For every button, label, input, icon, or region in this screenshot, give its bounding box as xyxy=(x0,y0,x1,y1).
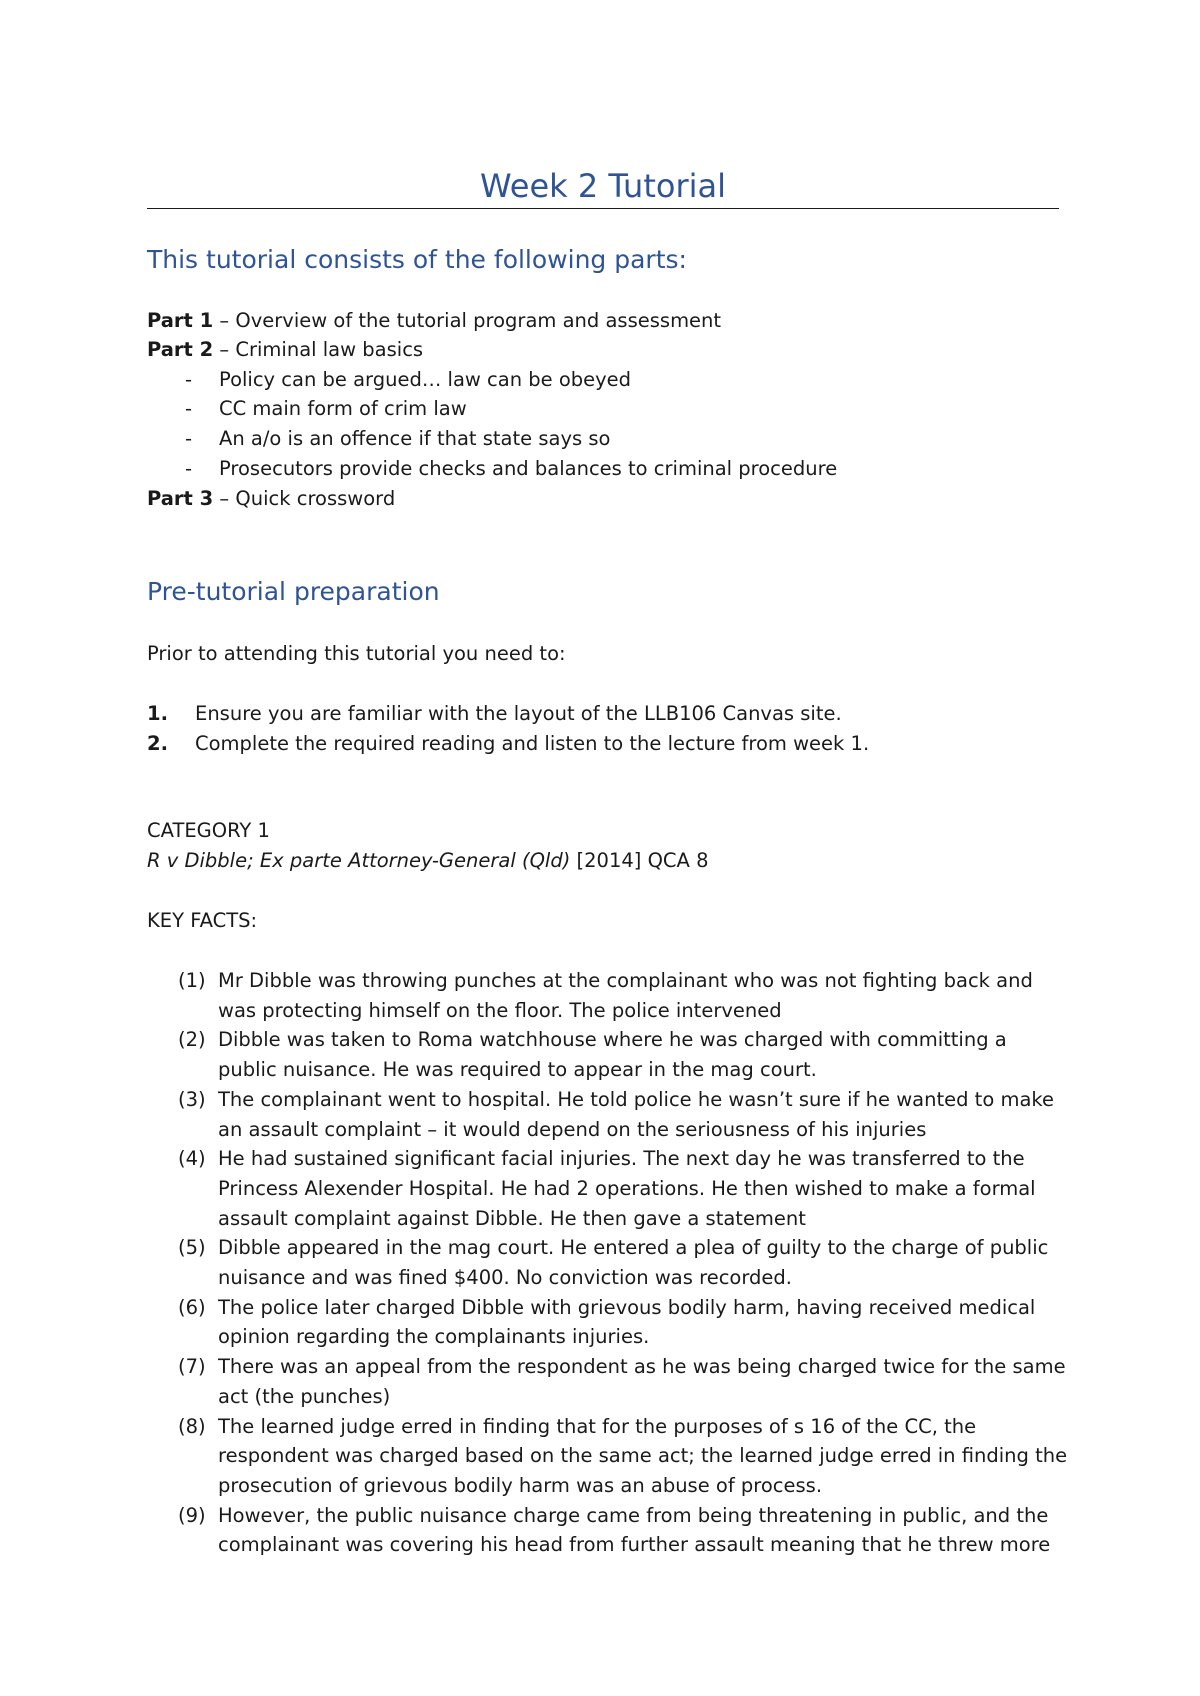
case-citation: [2014] QCA 8 xyxy=(570,849,709,872)
page-title: Week 2 Tutorial xyxy=(479,167,726,205)
preparation-intro: Prior to attending this tutorial you need to: xyxy=(147,642,566,665)
step-text: Complete the required reading and listen to the lecture from week 1. xyxy=(195,732,870,755)
bullet-text: CC main form of crim law xyxy=(219,397,467,420)
fact-text: The learned judge erred in finding that for the purposes of s 16 of the CC, the respondent was charged based on the same act; the learned judge erred in finding the prosecution of grievous bodily harm was an abuse of process. xyxy=(218,1414,1068,1497)
section-heading-parts: This tutorial consists of the following parts: xyxy=(147,245,687,274)
key-fact-item xyxy=(178,1233,1068,1292)
key-fact-item xyxy=(178,1293,1068,1352)
fact-number: (9) xyxy=(178,1503,206,1527)
fact-number: (6) xyxy=(178,1295,206,1319)
step-text: Ensure you are familiar with the layout of the LLB106 Canvas site. xyxy=(195,702,842,725)
key-fact-item xyxy=(178,1412,1068,1501)
fact-text: Dibble was taken to Roma watchhouse where he was charged with committing a public nuisance. He was required to appear in the mag court. xyxy=(218,1028,1007,1082)
fact-number: (3) xyxy=(178,1087,206,1111)
part-2-text: – Criminal law basics xyxy=(213,338,424,361)
part-1-text: – Overview of the tutorial program and assessment xyxy=(213,309,722,332)
part-3-text: – Quick crossword xyxy=(213,487,396,510)
key-fact-item xyxy=(178,1025,1068,1084)
fact-text: Mr Dibble was throwing punches at the complainant who was not fighting back and was protecting himself on the floor. The police intervened xyxy=(218,969,1033,1022)
fact-number: (7) xyxy=(178,1355,206,1379)
bullet-text: Prosecutors provide checks and balances to criminal procedure xyxy=(219,457,838,480)
bullet-marker: - xyxy=(185,368,193,391)
part-2-label: Part 2 xyxy=(147,338,214,361)
fact-text: He had sustained significant facial injuries. The next day he was transferred to the Princess Alexender Hospital. He had 2 operations. He then wished to make a formal assault complaint against Dibble. He then gave a statement xyxy=(218,1147,1036,1230)
fact-text: Dibble appeared in the mag court. He entered a plea of guilty to the charge of public nuisance and was fined $400. No conviction was recorded. xyxy=(218,1236,1049,1290)
key-fact-item xyxy=(178,966,1068,1025)
bullet-text: An a/o is an offence if that state says so xyxy=(219,427,611,450)
preparation-step xyxy=(147,729,869,759)
key-facts-label: KEY FACTS: xyxy=(147,909,258,932)
bullet-item xyxy=(185,454,837,484)
bullet-text: Policy can be argued… law can be obeyed xyxy=(219,368,632,391)
fact-text: However, the public nuisance charge came from being threatening in public, and the complainant was covering his head from further assault meaning that he threw more xyxy=(218,1503,1051,1557)
key-fact-item xyxy=(178,1085,1068,1144)
fact-text: There was an appeal from the respondent as he was being charged twice for the same act (the punches) xyxy=(218,1355,1066,1408)
part-1-line xyxy=(147,306,721,336)
fact-text: The complainant went to hospital. He told police he wasn’t sure if he wanted to make an assault complaint – it would depend on the seriousness of his injuries xyxy=(218,1087,1054,1141)
bullet-marker: - xyxy=(185,427,193,450)
part-1-label: Part 1 xyxy=(147,309,214,332)
preparation-step xyxy=(147,699,842,729)
step-number: 2. xyxy=(147,732,168,755)
part-2-line xyxy=(147,335,423,365)
fact-number: (5) xyxy=(178,1236,206,1260)
bullet-item xyxy=(185,394,467,424)
case-name: R v Dibble; Ex parte Attorney-General (Qld) xyxy=(147,849,571,872)
case-name-line xyxy=(147,846,708,876)
key-fact-item xyxy=(178,1352,1068,1411)
fact-number: (8) xyxy=(178,1414,206,1438)
bullet-marker: - xyxy=(185,397,193,420)
case-category: CATEGORY 1 xyxy=(147,819,270,842)
step-number: 1. xyxy=(147,702,168,725)
fact-number: (4) xyxy=(178,1147,206,1171)
fact-number: (1) xyxy=(178,969,206,992)
title-underline xyxy=(147,208,1059,209)
fact-number: (2) xyxy=(178,1028,206,1052)
key-facts-list xyxy=(178,966,1068,1560)
fact-text: The police later charged Dibble with grievous bodily harm, having received medical opinion regarding the complainants injuries. xyxy=(218,1295,1036,1349)
bullet-item xyxy=(185,424,610,454)
key-fact-item xyxy=(178,1144,1068,1233)
bullet-marker: - xyxy=(185,457,193,480)
key-fact-item xyxy=(178,1501,1068,1560)
bullet-item xyxy=(185,365,631,395)
part-3-label: Part 3 xyxy=(147,487,214,510)
part-3-line xyxy=(147,484,395,514)
section-heading-preparation: Pre-tutorial preparation xyxy=(147,577,440,606)
